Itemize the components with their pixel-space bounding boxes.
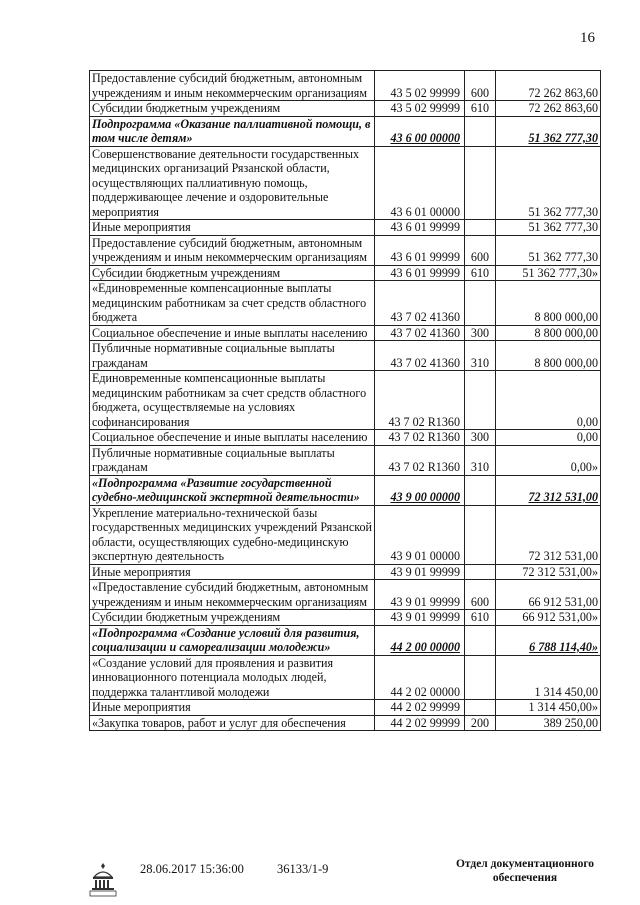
page-number: 16 [580,30,595,46]
table-row [90,700,601,716]
row-expense-type-cell: 310 [465,445,496,475]
row-expense-type-cell [465,220,496,236]
row-code-cell: 43 6 01 00000 [375,146,465,220]
row-code-cell: 43 6 01 99999 [375,265,465,281]
row-amount-cell: 72 312 531,00 [496,505,601,564]
table-row [90,475,601,505]
table-row [90,116,601,146]
row-amount-cell: 51 362 777,30 [496,235,601,265]
row-amount-cell: 0,00 [496,430,601,446]
row-name-cell: Предоставление субсидий бюджетным, автономным учреждениям и иным некоммерческим организациям [90,71,375,101]
row-expense-type-cell: 610 [465,610,496,626]
row-amount-cell: 8 800 000,00 [496,341,601,371]
row-name-cell: Иные мероприятия [90,564,375,580]
row-amount-cell: 72 312 531,00» [496,564,601,580]
table-row [90,655,601,700]
row-expense-type-cell: 600 [465,580,496,610]
row-amount-cell: 8 800 000,00 [496,281,601,326]
row-name-cell: «Закупка товаров, работ и услуг для обеспечения [90,715,375,731]
row-amount-cell: 51 362 777,30 [496,220,601,236]
row-code-cell: 44 2 02 99999 [375,715,465,731]
row-amount-cell: 51 362 777,30» [496,265,601,281]
row-name-cell: Подпрограмма «Оказание паллиативной помощи, в том числе детям» [90,116,375,146]
row-amount-cell: 66 912 531,00» [496,610,601,626]
row-code-cell: 43 7 02 41360 [375,281,465,326]
row-name-cell: «Предоставление субсидий бюджетным, автономным учреждениям и иным некоммерческим организациям [90,580,375,610]
table-row [90,715,601,731]
row-amount-cell: 1 314 450,00 [496,655,601,700]
table-row [90,220,601,236]
row-expense-type-cell [465,625,496,655]
row-code-cell: 44 2 02 00000 [375,655,465,700]
row-name-cell: Иные мероприятия [90,220,375,236]
row-code-cell: 44 2 02 99999 [375,700,465,716]
row-amount-cell: 51 362 777,30 [496,146,601,220]
row-amount-cell: 72 312 531,00 [496,475,601,505]
row-expense-type-cell [465,655,496,700]
row-name-cell: «Единовременные компенсационные выплаты медицинским работникам за счет средств областного бюджета [90,281,375,326]
table-row [90,564,601,580]
row-expense-type-cell: 610 [465,265,496,281]
table-row [90,341,601,371]
table-row [90,430,601,446]
row-code-cell: 43 7 02 R1360 [375,371,465,430]
row-code-cell: 43 7 02 41360 [375,325,465,341]
row-code-cell: 44 2 00 00000 [375,625,465,655]
table-row [90,580,601,610]
row-name-cell: Социальное обеспечение и иные выплаты населению [90,430,375,446]
department-stamp: Отдел документационного обеспечения [455,858,595,884]
budget-table [89,70,601,731]
row-amount-cell: 1 314 450,00» [496,700,601,716]
row-code-cell: 43 6 01 99999 [375,220,465,236]
row-name-cell: Субсидии бюджетным учреждениям [90,265,375,281]
row-code-cell: 43 5 02 99999 [375,71,465,101]
row-name-cell: Единовременные компенсационные выплаты медицинским работникам за счет средств областного бюджета, осуществляемые на условиях софинансирования [90,371,375,430]
row-amount-cell: 0,00» [496,445,601,475]
table-row [90,71,601,101]
row-name-cell: Субсидии бюджетным учреждениям [90,610,375,626]
table-row [90,625,601,655]
row-code-cell: 43 7 02 R1360 [375,430,465,446]
table-row [90,505,601,564]
table-row [90,235,601,265]
row-name-cell: «Создание условий для проявления и развития инновационного потенциала молодых людей, поддержка талантливой молодежи [90,655,375,700]
row-expense-type-cell [465,371,496,430]
table-row [90,265,601,281]
row-name-cell: Социальное обеспечение и иные выплаты населению [90,325,375,341]
footer [0,855,640,905]
row-expense-type-cell [465,505,496,564]
row-expense-type-cell: 300 [465,325,496,341]
row-amount-cell: 0,00 [496,371,601,430]
row-amount-cell: 51 362 777,30 [496,116,601,146]
row-code-cell: 43 7 02 R1360 [375,445,465,475]
table-row [90,325,601,341]
row-amount-cell: 66 912 531,00 [496,580,601,610]
row-amount-cell: 72 262 863,60 [496,101,601,117]
row-expense-type-cell [465,475,496,505]
duma-logo-icon [88,861,118,897]
registration-number: 36133/1-9 [277,862,329,876]
row-name-cell: Совершенствование деятельности государственных медицинских организаций Рязанской области, осуществляющих паллиативную помощь, поддерживающее лечение и оздоровительные мероприятия [90,146,375,220]
row-name-cell: Публичные нормативные социальные выплаты гражданам [90,341,375,371]
row-amount-cell: 72 262 863,60 [496,71,601,101]
registration-date: 28.06.2017 15:36:00 [140,862,244,876]
row-expense-type-cell [465,146,496,220]
table-row [90,281,601,326]
row-name-cell: Укрепление материально-технической базы государственных медицинских учреждений Рязанской области, осуществляющих судебно-медицинскую экспертную деятельность [90,505,375,564]
table-row [90,610,601,626]
row-expense-type-cell: 310 [465,341,496,371]
table-row [90,146,601,220]
row-code-cell: 43 6 01 99999 [375,235,465,265]
row-amount-cell: 6 788 114,40» [496,625,601,655]
row-name-cell: Публичные нормативные социальные выплаты гражданам [90,445,375,475]
row-expense-type-cell: 610 [465,101,496,117]
row-expense-type-cell: 200 [465,715,496,731]
row-code-cell: 43 7 02 41360 [375,341,465,371]
row-expense-type-cell [465,564,496,580]
table-row [90,371,601,430]
row-expense-type-cell [465,281,496,326]
row-code-cell: 43 9 00 00000 [375,475,465,505]
row-code-cell: 43 9 01 00000 [375,505,465,564]
row-code-cell: 43 9 01 99999 [375,610,465,626]
row-name-cell: Иные мероприятия [90,700,375,716]
table-row [90,445,601,475]
row-code-cell: 43 6 00 00000 [375,116,465,146]
row-expense-type-cell [465,116,496,146]
row-name-cell: «Подпрограмма «Развитие государственной судебно-медицинской экспертной деятельности» [90,475,375,505]
row-expense-type-cell: 300 [465,430,496,446]
row-code-cell: 43 9 01 99999 [375,564,465,580]
table-row [90,101,601,117]
row-name-cell: Предоставление субсидий бюджетным, автономным учреждениям и иным некоммерческим организациям [90,235,375,265]
row-expense-type-cell: 600 [465,235,496,265]
row-amount-cell: 8 800 000,00 [496,325,601,341]
row-expense-type-cell [465,700,496,716]
row-amount-cell: 389 250,00 [496,715,601,731]
row-name-cell: «Подпрограмма «Создание условий для развития, социализации и самореализации молодежи» [90,625,375,655]
row-expense-type-cell: 600 [465,71,496,101]
row-code-cell: 43 9 01 99999 [375,580,465,610]
row-code-cell: 43 5 02 99999 [375,101,465,117]
row-name-cell: Субсидии бюджетным учреждениям [90,101,375,117]
